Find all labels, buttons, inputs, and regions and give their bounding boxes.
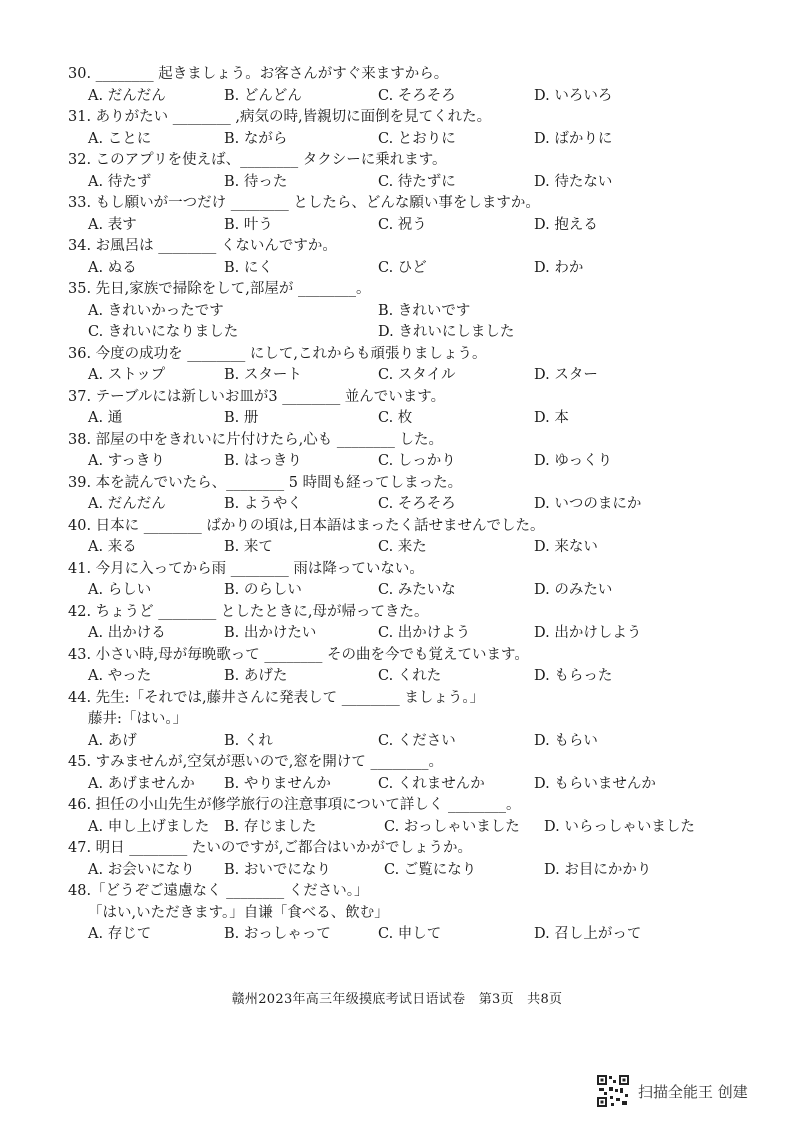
- options-row: [68, 774, 748, 796]
- options-row: [68, 494, 748, 516]
- answer-option: A. あげ: [88, 732, 137, 749]
- options-row: [68, 322, 748, 344]
- question-item: [68, 279, 748, 344]
- options-row: [68, 258, 748, 280]
- answer-option: B. 待った: [224, 173, 288, 190]
- options-row: [68, 580, 748, 602]
- answer-option: D. いらっしゃいました: [544, 818, 695, 835]
- answer-option: B. あげた: [224, 668, 288, 684]
- answer-option: A. 来る: [88, 539, 137, 555]
- answer-option: B. きれいです: [378, 302, 471, 319]
- answer-option: C. ひど: [378, 259, 427, 276]
- question-item: [68, 559, 748, 602]
- question-stem: 48.「どうぞご遠慮なく ________ ください。」: [68, 883, 369, 899]
- question-stem: 38. 部屋の中をきれいに片付けたら,心も ________ した。: [68, 431, 443, 448]
- answer-option: D. のみたい: [534, 582, 613, 598]
- scanner-watermark: [596, 1074, 748, 1108]
- answer-option: B. ながら: [224, 130, 288, 147]
- answer-option: B. やりませんか: [224, 775, 331, 792]
- answer-option: B. 出かけたい: [224, 625, 317, 641]
- question-stem: 35. 先日,家族で掃除をして,部屋が ________。: [68, 281, 371, 297]
- answer-option: D. ばかりに: [534, 130, 613, 147]
- page-footer: 赣州2023年高三年级摸底考试日语试卷 第3页 共8页: [231, 992, 563, 1007]
- question-stem: 36. 今度の成功を ________ にして,これからも頑張りましょう。: [68, 345, 487, 362]
- answer-option: A. ストップ: [88, 367, 166, 383]
- question-item: [68, 645, 748, 688]
- answer-option: A. 申し上げました: [88, 818, 210, 835]
- answer-option: B. 叶う: [224, 216, 273, 233]
- answer-option: C. 待たずに: [378, 173, 456, 190]
- answer-option: C. 出かけよう: [378, 625, 471, 641]
- answer-option: B. ようやく: [224, 496, 302, 512]
- answer-option: D. いろいろ: [534, 87, 613, 104]
- options-row: [68, 666, 748, 688]
- options-row: [68, 623, 748, 645]
- answer-option: B. スタート: [224, 367, 302, 383]
- answer-option: C. しっかり: [378, 453, 456, 469]
- answer-option: A. ことに: [88, 130, 152, 147]
- question-item: [68, 430, 748, 473]
- answer-option: C. 申して: [378, 926, 442, 942]
- question-item: [68, 688, 748, 753]
- question-stem: 30. ________ 起きましょう。お客さんがすぐ来ますから。: [68, 66, 449, 82]
- answer-option: D. 抱える: [534, 216, 598, 233]
- answer-option: D. 出かけしよう: [534, 625, 642, 641]
- answer-option: D. お目にかかり: [544, 861, 652, 878]
- answer-option: C. そろそろ: [378, 496, 456, 512]
- question-list: [68, 64, 748, 946]
- answer-option: D. 待たない: [534, 173, 613, 190]
- question-stem: 34. お風呂は ________ くないんですか。: [68, 238, 337, 254]
- question-item: [68, 795, 748, 838]
- answer-option: A. ぬる: [88, 259, 137, 276]
- answer-option: A. すっきり: [88, 453, 165, 469]
- answer-option: D. もらった: [534, 668, 613, 684]
- options-row: [68, 451, 748, 473]
- answer-option: A. 待たず: [88, 173, 152, 190]
- answer-option: C. とおりに: [378, 130, 456, 147]
- answer-option: C. くれた: [378, 668, 442, 684]
- answer-option: B. おっしゃって: [224, 926, 331, 942]
- answer-option: C. ください: [378, 732, 456, 749]
- options-row: [68, 86, 748, 108]
- answer-option: D. いつのまにか: [534, 496, 642, 512]
- question-stem-continued: 藤井:「はい。」: [88, 711, 188, 727]
- answer-option: A. あげませんか: [88, 775, 195, 792]
- question-stem-continued: 「はい,いただきます。」自谦「食べる、飲む」: [88, 904, 389, 921]
- question-item: [68, 387, 748, 430]
- question-stem: 40. 日本に ________ ばかりの頃は,日本語はまったく話せませんでした。: [68, 517, 545, 534]
- answer-option: A. らしい: [88, 582, 152, 598]
- question-stem: 37. テーブルには新しいお皿が3 ________ 並んでいます。: [68, 388, 446, 405]
- question-item: [68, 473, 748, 516]
- question-item: [68, 838, 748, 881]
- answer-option: A. きれいかったです: [88, 302, 224, 319]
- answer-option: D. きれいにしました: [378, 324, 515, 340]
- answer-option: A. だんだん: [88, 87, 166, 104]
- answer-option: D. ゆっくり: [534, 453, 613, 469]
- answer-option: D. 来ない: [534, 539, 598, 555]
- question-stem: 32. このアプリを使えば、________ タクシーに乗れます。: [68, 152, 447, 168]
- question-item: [68, 344, 748, 387]
- question-item: [68, 150, 748, 193]
- answer-option: B. にく: [224, 259, 273, 276]
- answer-option: B. 存じました: [224, 818, 317, 835]
- answer-option: C. くれませんか: [378, 775, 485, 792]
- answer-option: C. スタイル: [378, 367, 456, 383]
- answer-option: B. はっきり: [224, 453, 302, 469]
- options-row: [68, 215, 748, 237]
- answer-option: C. みたいな: [378, 582, 456, 598]
- answer-option: D. わか: [534, 259, 584, 276]
- answer-option: A. 存じて: [88, 926, 152, 942]
- question-stem: 39. 本を読んでいたら、________ 5 時間も経ってしまった。: [68, 474, 463, 491]
- answer-option: C. 祝う: [378, 216, 427, 233]
- answer-option: C. おっしゃいました: [384, 818, 520, 835]
- question-stem: 47. 明日 ________ たいのですが,ご都合はいかがでしょうか。: [68, 840, 472, 856]
- answer-option: C. そろそろ: [378, 87, 456, 104]
- options-row: [68, 860, 748, 882]
- answer-option: C. きれいになりました: [88, 324, 239, 340]
- question-item: [68, 193, 748, 236]
- answer-option: B. おいでになり: [224, 861, 331, 878]
- answer-option: A. やった: [88, 668, 152, 684]
- question-item: [68, 752, 748, 795]
- question-stem: 33. もし願いが一つだけ ________ としたら、どんな願い事をしますか。: [68, 195, 540, 211]
- question-item: [68, 236, 748, 279]
- question-item: [68, 107, 748, 150]
- question-item: [68, 602, 748, 645]
- options-row: [68, 365, 748, 387]
- options-row: [68, 924, 748, 946]
- answer-option: A. 通: [88, 410, 123, 426]
- qr-code-icon: [596, 1074, 630, 1108]
- answer-option: A. 出かける: [88, 625, 166, 641]
- question-stem: 45. すみませんが,空気が悪いので,窓を開けて ________。: [68, 754, 443, 770]
- answer-option: D. もらいませんか: [534, 775, 656, 792]
- scanner-label: 扫描全能王 创建: [638, 1082, 748, 1101]
- answer-option: B. どんどん: [224, 87, 302, 104]
- answer-option: B. 册: [224, 410, 259, 426]
- answer-option: C. 枚: [378, 410, 413, 426]
- answer-option: A. 表す: [88, 216, 137, 233]
- question-stem: 44. 先生:「それでは,藤井さんに発表して ________ ましょう。」: [68, 689, 485, 706]
- options-row: [68, 129, 748, 151]
- answer-option: D. 本: [534, 410, 569, 426]
- question-item: [68, 881, 748, 946]
- answer-option: C. 来た: [378, 539, 427, 555]
- answer-option: B. のらしい: [224, 582, 302, 598]
- options-row: [68, 537, 748, 559]
- answer-option: A. お会いになり: [88, 861, 195, 878]
- question-item: [68, 64, 748, 107]
- question-stem: 43. 小さい時,母が毎晩歌って ________ その曲を今でも覚えています。: [68, 646, 529, 663]
- options-row: [68, 731, 748, 753]
- question-stem: 46. 担任の小山先生が修学旅行の注意事項について詳しく ________。: [68, 797, 521, 813]
- question-item: [68, 516, 748, 559]
- answer-option: A. だんだん: [88, 496, 166, 512]
- options-row: [68, 172, 748, 194]
- answer-option: C. ご覧になり: [384, 861, 477, 878]
- answer-option: D. 召し上がって: [534, 926, 642, 942]
- question-stem: 31. ありがたい ________ ,病気の時,皆親切に面倒を見てくれた。: [68, 109, 492, 125]
- answer-option: B. くれ: [224, 732, 273, 749]
- options-row: [68, 817, 748, 839]
- answer-option: B. 来て: [224, 539, 273, 555]
- question-stem: 41. 今月に入ってから雨 ________ 雨は降っていない。: [68, 560, 424, 577]
- options-row: [68, 408, 748, 430]
- answer-option: D. スター: [534, 367, 598, 383]
- question-stem: 42. ちょうど ________ としたときに,母が帰ってきた。: [68, 603, 429, 620]
- options-row: [68, 301, 748, 323]
- answer-option: D. もらい: [534, 732, 598, 749]
